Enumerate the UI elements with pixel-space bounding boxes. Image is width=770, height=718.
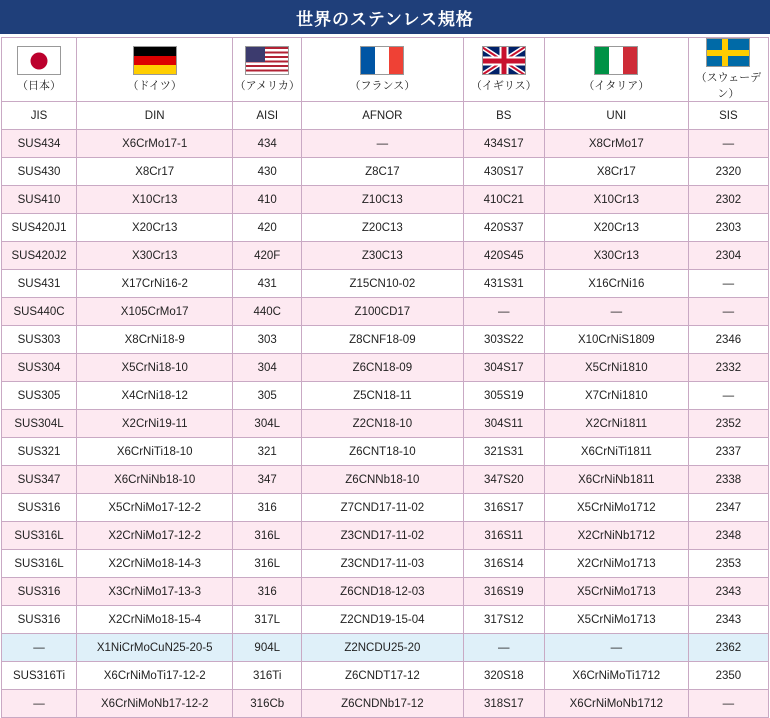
table-cell: SUS303 xyxy=(2,326,77,354)
table-cell: X6CrNiMoNb17-12-2 xyxy=(77,690,233,718)
table-cell: — xyxy=(2,690,77,718)
table-cell: — xyxy=(688,382,768,410)
table-cell: 2332 xyxy=(688,354,768,382)
table-cell: X7CrNi1810 xyxy=(544,382,688,410)
table-cell: 434S17 xyxy=(463,130,544,158)
table-cell: SUS316 xyxy=(2,578,77,606)
table-cell: X10Cr13 xyxy=(77,186,233,214)
table-row xyxy=(2,270,769,298)
table-cell: SUS430 xyxy=(2,158,77,186)
table-row xyxy=(2,130,769,158)
table-cell: X6CrNiTi1811 xyxy=(544,438,688,466)
table-cell: 2350 xyxy=(688,662,768,690)
table-cell: 430S17 xyxy=(463,158,544,186)
country-header-gb xyxy=(463,38,544,102)
table-cell: X8CrNi18-9 xyxy=(77,326,233,354)
table-cell: SUS316 xyxy=(2,606,77,634)
table-row xyxy=(2,466,769,494)
table-cell: 2343 xyxy=(688,578,768,606)
table-cell: SUS304L xyxy=(2,410,77,438)
table-cell: X2CrNi1811 xyxy=(544,410,688,438)
table-cell: — xyxy=(544,298,688,326)
table-cell: 347S20 xyxy=(463,466,544,494)
table-cell: — xyxy=(688,298,768,326)
table-cell: 420S45 xyxy=(463,242,544,270)
country-header-se xyxy=(688,38,768,102)
table-cell: X6CrNiNb18-10 xyxy=(77,466,233,494)
table-cell: 420 xyxy=(233,214,302,242)
table-cell: Z2NCDU25-20 xyxy=(302,634,464,662)
table-cell: Z10C13 xyxy=(302,186,464,214)
table-row xyxy=(2,214,769,242)
table-cell: 303S22 xyxy=(463,326,544,354)
table-cell: 410 xyxy=(233,186,302,214)
standards-table xyxy=(1,37,769,718)
table-cell: 430 xyxy=(233,158,302,186)
table-cell: Z6CNDNb17-12 xyxy=(302,690,464,718)
country-name: （日本） xyxy=(17,80,62,92)
table-cell: SUS316 xyxy=(2,494,77,522)
table-cell: 316 xyxy=(233,578,302,606)
table-row xyxy=(2,662,769,690)
table-cell: — xyxy=(463,634,544,662)
table-cell: 316S17 xyxy=(463,494,544,522)
table-cell: X5CrNi1810 xyxy=(544,354,688,382)
country-header-fr xyxy=(302,38,464,102)
table-cell: 2343 xyxy=(688,606,768,634)
page-title: 世界のステンレス規格 xyxy=(296,9,474,29)
table-cell: SUS420J1 xyxy=(2,214,77,242)
table-cell: — xyxy=(2,634,77,662)
table-cell: Z6CN18-09 xyxy=(302,354,464,382)
table-cell: 316S11 xyxy=(463,522,544,550)
table-cell: 304S17 xyxy=(463,354,544,382)
table-cell: SUS304 xyxy=(2,354,77,382)
table-cell: 304 xyxy=(233,354,302,382)
table-cell: 318S17 xyxy=(463,690,544,718)
table-header-standards xyxy=(2,102,769,130)
table-cell: 2320 xyxy=(688,158,768,186)
standard-name-header: BS xyxy=(463,102,544,130)
table-cell: X17CrNi16-2 xyxy=(77,270,233,298)
table-row xyxy=(2,634,769,662)
table-cell: 317L xyxy=(233,606,302,634)
it-flag-icon xyxy=(594,46,638,75)
table-cell: — xyxy=(688,270,768,298)
table-header-flags xyxy=(2,38,769,102)
table-cell: 2346 xyxy=(688,326,768,354)
country-header-jp xyxy=(2,38,77,102)
table-row xyxy=(2,494,769,522)
table-cell: X6CrNiMoTi1712 xyxy=(544,662,688,690)
table-cell: 321S31 xyxy=(463,438,544,466)
table-cell: X5CrNi18-10 xyxy=(77,354,233,382)
table-cell: X2CrNi19-11 xyxy=(77,410,233,438)
table-cell: 304L xyxy=(233,410,302,438)
table-cell: X2CrNiMo18-15-4 xyxy=(77,606,233,634)
table-cell: SUS316L xyxy=(2,522,77,550)
table-row xyxy=(2,242,769,270)
table-cell: X5CrNiMo1712 xyxy=(544,494,688,522)
table-cell: 347 xyxy=(233,466,302,494)
table-body xyxy=(2,130,769,718)
table-cell: — xyxy=(688,130,768,158)
table-cell: Z2CN18-10 xyxy=(302,410,464,438)
country-header-it xyxy=(544,38,688,102)
country-name: （アメリカ） xyxy=(234,80,300,92)
us-flag-icon xyxy=(245,46,289,75)
table-cell: X16CrNi16 xyxy=(544,270,688,298)
de-flag-icon xyxy=(133,46,177,75)
table-cell: Z15CN10-02 xyxy=(302,270,464,298)
table-cell: Z8C17 xyxy=(302,158,464,186)
table-cell: 2338 xyxy=(688,466,768,494)
page-title-bar xyxy=(0,0,770,34)
table-cell: — xyxy=(463,298,544,326)
table-cell: SUS305 xyxy=(2,382,77,410)
table-cell: X5CrNiMo1713 xyxy=(544,578,688,606)
table-cell: Z6CNDT17-12 xyxy=(302,662,464,690)
table-row xyxy=(2,186,769,214)
table-cell: — xyxy=(688,690,768,718)
table-cell: 316Ti xyxy=(233,662,302,690)
table-cell: SUS410 xyxy=(2,186,77,214)
table-cell: 420F xyxy=(233,242,302,270)
table-cell: 2353 xyxy=(688,550,768,578)
country-name: （イギリス） xyxy=(470,80,537,92)
table-cell: SUS321 xyxy=(2,438,77,466)
table-cell: Z3CND17-11-03 xyxy=(302,550,464,578)
gb-flag-icon xyxy=(482,46,526,75)
table-cell: — xyxy=(302,130,464,158)
table-cell: Z6CND18-12-03 xyxy=(302,578,464,606)
country-header-us xyxy=(233,38,302,102)
table-cell: X30Cr13 xyxy=(544,242,688,270)
table-cell: X8CrMo17 xyxy=(544,130,688,158)
standard-name-header: AFNOR xyxy=(302,102,464,130)
table-row xyxy=(2,438,769,466)
table-cell: SUS440C xyxy=(2,298,77,326)
table-cell: X10CrNiS1809 xyxy=(544,326,688,354)
table-cell: X10Cr13 xyxy=(544,186,688,214)
table-cell: Z20C13 xyxy=(302,214,464,242)
table-cell: 904L xyxy=(233,634,302,662)
table-cell: X6CrNiMoTi17-12-2 xyxy=(77,662,233,690)
table-cell: X6CrNiTi18-10 xyxy=(77,438,233,466)
table-row xyxy=(2,578,769,606)
country-header-de xyxy=(77,38,233,102)
table-cell: Z100CD17 xyxy=(302,298,464,326)
table-row xyxy=(2,298,769,326)
table-cell: X6CrNiMoNb1712 xyxy=(544,690,688,718)
table-cell: Z6CNT18-10 xyxy=(302,438,464,466)
table-cell: Z8CNF18-09 xyxy=(302,326,464,354)
table-cell: X105CrMo17 xyxy=(77,298,233,326)
table-cell: X8Cr17 xyxy=(77,158,233,186)
table-cell: X8Cr17 xyxy=(544,158,688,186)
country-name: （イタリア） xyxy=(583,80,650,92)
table-cell: 316S19 xyxy=(463,578,544,606)
table-cell: 305S19 xyxy=(463,382,544,410)
standard-name-header: AISI xyxy=(233,102,302,130)
table-cell: 2303 xyxy=(688,214,768,242)
table-cell: X5CrNiMo1713 xyxy=(544,606,688,634)
table-cell: SUS347 xyxy=(2,466,77,494)
jp-flag-icon xyxy=(17,46,61,75)
table-cell: 317S12 xyxy=(463,606,544,634)
table-cell: X2CrNiMo18-14-3 xyxy=(77,550,233,578)
country-name: （ドイツ） xyxy=(127,80,182,92)
table-cell: 2347 xyxy=(688,494,768,522)
table-cell: X4CrNi18-12 xyxy=(77,382,233,410)
table-cell: X6CrNiNb1811 xyxy=(544,466,688,494)
table-cell: X2CrNiMo17-12-2 xyxy=(77,522,233,550)
table-cell: 431S31 xyxy=(463,270,544,298)
table-cell: X20Cr13 xyxy=(77,214,233,242)
country-name: （スウェーデン） xyxy=(695,72,762,100)
table-cell: Z5CN18-11 xyxy=(302,382,464,410)
table-row xyxy=(2,382,769,410)
table-row xyxy=(2,522,769,550)
table-cell: Z30C13 xyxy=(302,242,464,270)
fr-flag-icon xyxy=(360,46,404,75)
table-cell: 316Cb xyxy=(233,690,302,718)
table-cell: 440C xyxy=(233,298,302,326)
table-row xyxy=(2,690,769,718)
table-cell: 420S37 xyxy=(463,214,544,242)
table-cell: 304S11 xyxy=(463,410,544,438)
table-cell: SUS434 xyxy=(2,130,77,158)
table-cell: 434 xyxy=(233,130,302,158)
table-row xyxy=(2,326,769,354)
table-row xyxy=(2,158,769,186)
table-cell: 2352 xyxy=(688,410,768,438)
table-cell: Z7CND17-11-02 xyxy=(302,494,464,522)
table-cell: X1NiCrMoCuN25-20-5 xyxy=(77,634,233,662)
table-cell: X20Cr13 xyxy=(544,214,688,242)
table-cell: Z3CND17-11-02 xyxy=(302,522,464,550)
table-cell: X6CrMo17-1 xyxy=(77,130,233,158)
se-flag-icon xyxy=(706,38,750,67)
table-cell: SUS420J2 xyxy=(2,242,77,270)
table-cell: X3CrNiMo17-13-3 xyxy=(77,578,233,606)
table-cell: SUS431 xyxy=(2,270,77,298)
table-cell: 305 xyxy=(233,382,302,410)
table-cell: 316S14 xyxy=(463,550,544,578)
table-cell: 431 xyxy=(233,270,302,298)
table-cell: 303 xyxy=(233,326,302,354)
table-cell: 2302 xyxy=(688,186,768,214)
table-cell: 2348 xyxy=(688,522,768,550)
table-cell: SUS316L xyxy=(2,550,77,578)
table-cell: SUS316Ti xyxy=(2,662,77,690)
table-cell: X2CrNiNb1712 xyxy=(544,522,688,550)
country-name: （フランス） xyxy=(349,80,416,92)
table-cell: 410C21 xyxy=(463,186,544,214)
table-cell: 320S18 xyxy=(463,662,544,690)
table-cell: — xyxy=(544,634,688,662)
table-row xyxy=(2,550,769,578)
table-cell: Z2CND19-15-04 xyxy=(302,606,464,634)
table-cell: 2304 xyxy=(688,242,768,270)
standard-name-header: SIS xyxy=(688,102,768,130)
standard-name-header: DIN xyxy=(77,102,233,130)
table-cell: Z6CNNb18-10 xyxy=(302,466,464,494)
table-cell: 316 xyxy=(233,494,302,522)
table-cell: X5CrNiMo17-12-2 xyxy=(77,494,233,522)
table-row xyxy=(2,410,769,438)
standard-name-header: UNI xyxy=(544,102,688,130)
table-cell: X2CrNiMo1713 xyxy=(544,550,688,578)
table-cell: 316L xyxy=(233,522,302,550)
table-cell: 316L xyxy=(233,550,302,578)
standard-name-header: JIS xyxy=(2,102,77,130)
table-row xyxy=(2,354,769,382)
table-cell: 321 xyxy=(233,438,302,466)
table-row xyxy=(2,606,769,634)
table-cell: 2337 xyxy=(688,438,768,466)
table-cell: X30Cr13 xyxy=(77,242,233,270)
table-cell: 2362 xyxy=(688,634,768,662)
